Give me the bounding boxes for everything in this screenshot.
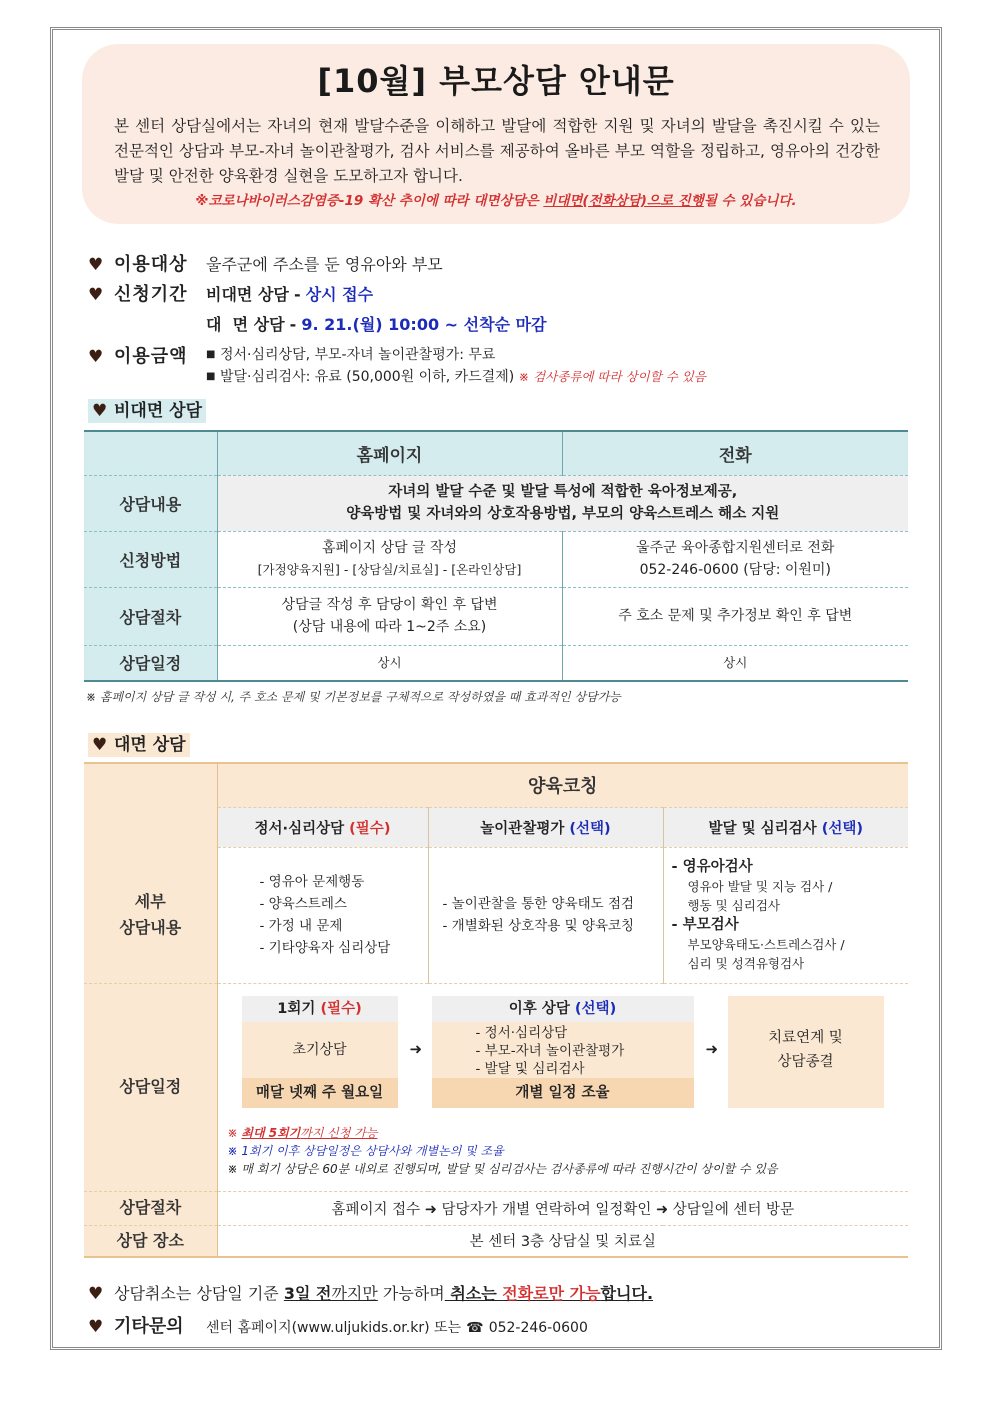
fee-line bbox=[88, 342, 206, 368]
col-header-emotion bbox=[217, 807, 428, 847]
note-bold: 최대 5회기 bbox=[241, 1125, 301, 1140]
covid-notice-post: 될 수 있습니다. bbox=[703, 193, 797, 209]
list-item: - 발달 및 심리검사 bbox=[475, 1060, 585, 1077]
list-item: - 부모-자녀 놀이관찰평가 bbox=[475, 1042, 625, 1059]
nonface-note: ※ 홈페이지 상담 글 작성 시, 주 호소 문제 및 기본정보를 구체적으로 작성하였을 때 효과적인 상담가능 bbox=[86, 690, 621, 704]
row-header: 신청방법 bbox=[84, 531, 217, 587]
phone-method-cell bbox=[562, 531, 908, 587]
emotion-detail-cell bbox=[217, 847, 428, 983]
fee-note: ※ 검사종류에 따라 상이할 수 있음 bbox=[518, 369, 706, 384]
covid-notice bbox=[82, 189, 910, 209]
procedure-step: 상담일에 센터 방문 bbox=[672, 1201, 795, 1218]
list-item: - 영유아 문제행동 bbox=[259, 874, 365, 890]
covid-notice-pre: ※코로나바이러스감염증-19 확산 추이에 따라 대면상담은 bbox=[195, 193, 544, 209]
optional-tag: (선택) bbox=[821, 820, 864, 837]
test-detail-line: 영유아 발달 및 지능 검사 / bbox=[687, 879, 833, 894]
content-line: 자녀의 발달 수준 및 발달 특성에 적합한 육아정보제공, bbox=[388, 484, 738, 500]
home-method-cell bbox=[217, 531, 562, 587]
content-line: 양육방법 및 자녀와의 상호작용방법, 부모의 양육스트레스 해소 지원 bbox=[346, 506, 780, 522]
row-header-procedure: 상담절차 bbox=[84, 1191, 217, 1225]
heart-icon: ♥ bbox=[88, 255, 104, 275]
cancel-mid: 가능하며 bbox=[377, 1284, 445, 1303]
optional-tag: (선택) bbox=[569, 820, 611, 837]
heart-icon: ♥ bbox=[88, 1284, 104, 1304]
cell-line: (상담 내용에 따라 1~2주 소요) bbox=[292, 619, 487, 635]
intro-text: 본 센터 상담실에서는 자녀의 현재 발달수준을 이해하고 발달에 적합한 지원 및 자녀의 발달을 촉진시킬 수 있는 전문적인 상담과 부모-자녀 놀이관찰평가, 검사 서비스를 제공하여 올바른 부모 역할을 정립하고, 영유아의 건강한 발달 및 안전한 양육환경 실현을 도모하고자 합니다. bbox=[114, 117, 880, 185]
nonface-period-label: 비대면 상담 bbox=[206, 285, 289, 304]
step-footer: 개별 일정 조율 bbox=[432, 1078, 694, 1108]
contact-line bbox=[88, 1312, 588, 1338]
cancel-deadline-suffix: 까지만 bbox=[331, 1284, 378, 1303]
heart-icon: ♥ bbox=[92, 735, 108, 755]
arrow-icon: ➜ bbox=[705, 1039, 719, 1058]
note-post: 까지 신청 가능 bbox=[300, 1125, 378, 1140]
parenting-coaching-header: 양육코칭 bbox=[217, 763, 908, 807]
period-line bbox=[88, 280, 373, 306]
col-header-text: 발달 및 심리검사 bbox=[708, 820, 817, 837]
procedure-step: 담당자가 개별 연락하여 일정확인 bbox=[441, 1201, 652, 1218]
cancel-phone-highlight: 전화로만 가능 bbox=[502, 1284, 601, 1303]
face-period-line bbox=[206, 312, 546, 335]
face-section-title bbox=[88, 730, 190, 755]
dash: - bbox=[289, 315, 297, 334]
step-body: 초기상담 bbox=[242, 1022, 398, 1078]
phone-icon: ☎ bbox=[466, 1320, 484, 1336]
contact-phone: 052-246-0600 bbox=[488, 1320, 588, 1336]
schedule-cell bbox=[217, 983, 908, 1191]
note-line: ※ 매 회기 상담은 60분 내외로 진행되며, 발달 및 심리검사는 검사종류에 따라 진행시간이 상이할 수 있음 bbox=[227, 1161, 778, 1176]
contact-value: 센터 홈페이지(www.uljukids.or.kr) 또는 bbox=[206, 1320, 462, 1336]
test-detail-line: 부모양육태도·스트레스검사 / bbox=[687, 937, 845, 952]
row-header-detail bbox=[84, 847, 217, 983]
list-item: - 놀이관찰을 통한 양육태도 점검 bbox=[442, 896, 635, 912]
heart-icon: ♥ bbox=[88, 1317, 104, 1337]
cell-line: [가정양육지원] - [상담실/치료실] - [온라인상담] bbox=[257, 562, 522, 577]
row-header-place: 상담 장소 bbox=[84, 1225, 217, 1257]
col-header-test bbox=[663, 807, 908, 847]
row-header: 상담절차 bbox=[84, 587, 217, 645]
phone-procedure-cell: 주 호소 문제 및 추가정보 확인 후 답변 bbox=[562, 587, 908, 645]
step-title: 이후 상담 bbox=[508, 1000, 570, 1017]
step-first-session bbox=[242, 996, 398, 1108]
cancel-phone-pre: 취소는 bbox=[444, 1284, 503, 1303]
schedule-notes bbox=[218, 1120, 909, 1184]
step-footer: 매달 넷째 주 월요일 bbox=[242, 1078, 398, 1108]
header-box bbox=[82, 44, 910, 224]
col-header-home: 홈페이지 bbox=[217, 431, 562, 475]
cell-line: 홈페이지 상담 글 작성 bbox=[321, 540, 458, 556]
home-procedure-cell bbox=[217, 587, 562, 645]
arrow-icon: ➜ bbox=[656, 1201, 669, 1218]
fee-item-text: 발달·심리검사: 유료 (50,000원 이하, 카드결제) bbox=[220, 369, 515, 385]
fee-key: 이용금액 bbox=[114, 346, 188, 367]
bullet-icon: ■ bbox=[206, 371, 216, 382]
list-item: - 가정 내 문제 bbox=[259, 918, 343, 934]
fee-item bbox=[206, 366, 706, 388]
test-category: - 영유아검사 bbox=[671, 859, 753, 875]
face-period-value: 9. 21.(월) 10:00 ~ 선착순 마감 bbox=[301, 315, 547, 334]
row-header-line: 상담내용 bbox=[119, 917, 182, 937]
step-body-line: 치료연계 및 bbox=[768, 1029, 843, 1046]
list-item: - 기타양육자 심리상담 bbox=[259, 940, 391, 956]
face-table bbox=[84, 762, 908, 1258]
optional-tag: (선택) bbox=[574, 1000, 617, 1017]
cancel-deadline: 3일 전 bbox=[283, 1284, 332, 1303]
step-header bbox=[242, 996, 398, 1022]
content-cell bbox=[217, 475, 908, 531]
home-schedule-cell: 상시 bbox=[217, 645, 562, 681]
corner-cell bbox=[84, 763, 217, 847]
col-header-phone: 전화 bbox=[562, 431, 908, 475]
face-period-label: 대 면 상담 bbox=[206, 315, 285, 334]
heart-icon: ♥ bbox=[92, 401, 108, 421]
place-cell: 본 센터 3층 상담실 및 치료실 bbox=[469, 1234, 656, 1251]
period-key: 신청기간 bbox=[114, 284, 188, 305]
test-detail-line: 심리 및 성격유형검사 bbox=[687, 956, 805, 971]
row-header: 상담일정 bbox=[84, 645, 217, 681]
heart-icon: ♥ bbox=[88, 347, 104, 367]
col-header-text: 놀이관찰평가 bbox=[480, 820, 565, 837]
nonface-period-value: 상시 접수 bbox=[305, 285, 374, 304]
cancel-phone-post: 합니다. bbox=[600, 1284, 654, 1303]
target-value: 울주군에 주소를 둔 영유아와 부모 bbox=[206, 255, 443, 274]
test-detail-line: 행동 및 심리검사 bbox=[687, 898, 780, 913]
arrow-icon: ➜ bbox=[424, 1201, 437, 1218]
nonface-title-text: 비대면 상담 bbox=[114, 401, 203, 421]
row-header-line: 세부 bbox=[134, 891, 166, 911]
procedure-step: 홈페이지 접수 bbox=[331, 1201, 421, 1218]
step-title: 1회기 bbox=[277, 1000, 316, 1017]
step-body bbox=[432, 1022, 694, 1078]
step-closure bbox=[728, 996, 884, 1108]
nonface-section-title bbox=[88, 396, 206, 421]
schedule-flow bbox=[218, 984, 909, 1120]
fee-item-text: 정서·심리상담, 부모-자녀 놀이관찰평가: 무료 bbox=[220, 347, 496, 363]
note-line: ※ 1회기 이후 상담일정은 상담사와 개별논의 및 조율 bbox=[227, 1143, 504, 1158]
step-body bbox=[728, 996, 884, 1108]
target-line bbox=[88, 250, 443, 276]
covid-notice-underlined: 비대면(전화상담)으로 진행 bbox=[543, 193, 704, 209]
col-header-play bbox=[428, 807, 663, 847]
cancel-line bbox=[88, 1281, 653, 1304]
required-tag: (필수) bbox=[320, 1000, 362, 1017]
step-header bbox=[432, 996, 694, 1022]
row-header: 상담내용 bbox=[84, 475, 217, 531]
step-followup bbox=[432, 996, 694, 1108]
required-tag: (필수) bbox=[349, 820, 391, 837]
row-header-schedule: 상담일정 bbox=[84, 983, 217, 1191]
heart-icon: ♥ bbox=[88, 285, 104, 305]
list-item: - 양육스트레스 bbox=[259, 896, 347, 912]
corner-cell bbox=[84, 431, 217, 475]
test-category: - 부모검사 bbox=[671, 917, 739, 933]
cancel-phone-only bbox=[445, 1284, 653, 1303]
arrow-icon: ➜ bbox=[409, 1039, 423, 1058]
cell-line: 울주군 육아종합지원센터로 전화 bbox=[636, 540, 835, 556]
test-detail-cell bbox=[663, 847, 908, 983]
fee-item bbox=[206, 344, 706, 366]
contact-key: 기타문의 bbox=[114, 1316, 184, 1337]
face-title-text: 대면 상담 bbox=[114, 735, 186, 755]
cancel-pre: 상담취소는 상담일 기준 bbox=[114, 1284, 284, 1303]
target-key: 이용대상 bbox=[114, 254, 188, 275]
step-body-line: 상담종결 bbox=[777, 1053, 834, 1070]
col-header-text: 정서·심리상담 bbox=[254, 820, 345, 837]
list-item: - 개별화된 상호작용 및 양육코칭 bbox=[442, 918, 635, 934]
dash: - bbox=[293, 285, 301, 304]
cell-line: 상담글 작성 후 담당이 확인 후 답변 bbox=[281, 597, 498, 613]
play-detail-cell bbox=[428, 847, 663, 983]
nonface-table bbox=[84, 430, 908, 682]
note-prefix: ※ bbox=[227, 1125, 242, 1140]
list-item: - 정서·심리상담 bbox=[475, 1024, 568, 1041]
fee-list bbox=[206, 344, 706, 388]
procedure-cell bbox=[217, 1191, 908, 1225]
bullet-icon: ■ bbox=[206, 349, 216, 360]
cell-line: 052-246-0600 (담당: 이원미) bbox=[639, 562, 831, 578]
note-line bbox=[228, 1124, 909, 1142]
page-title: [10월] 부모상담 안내문 bbox=[317, 62, 675, 100]
phone-schedule-cell: 상시 bbox=[723, 654, 748, 670]
